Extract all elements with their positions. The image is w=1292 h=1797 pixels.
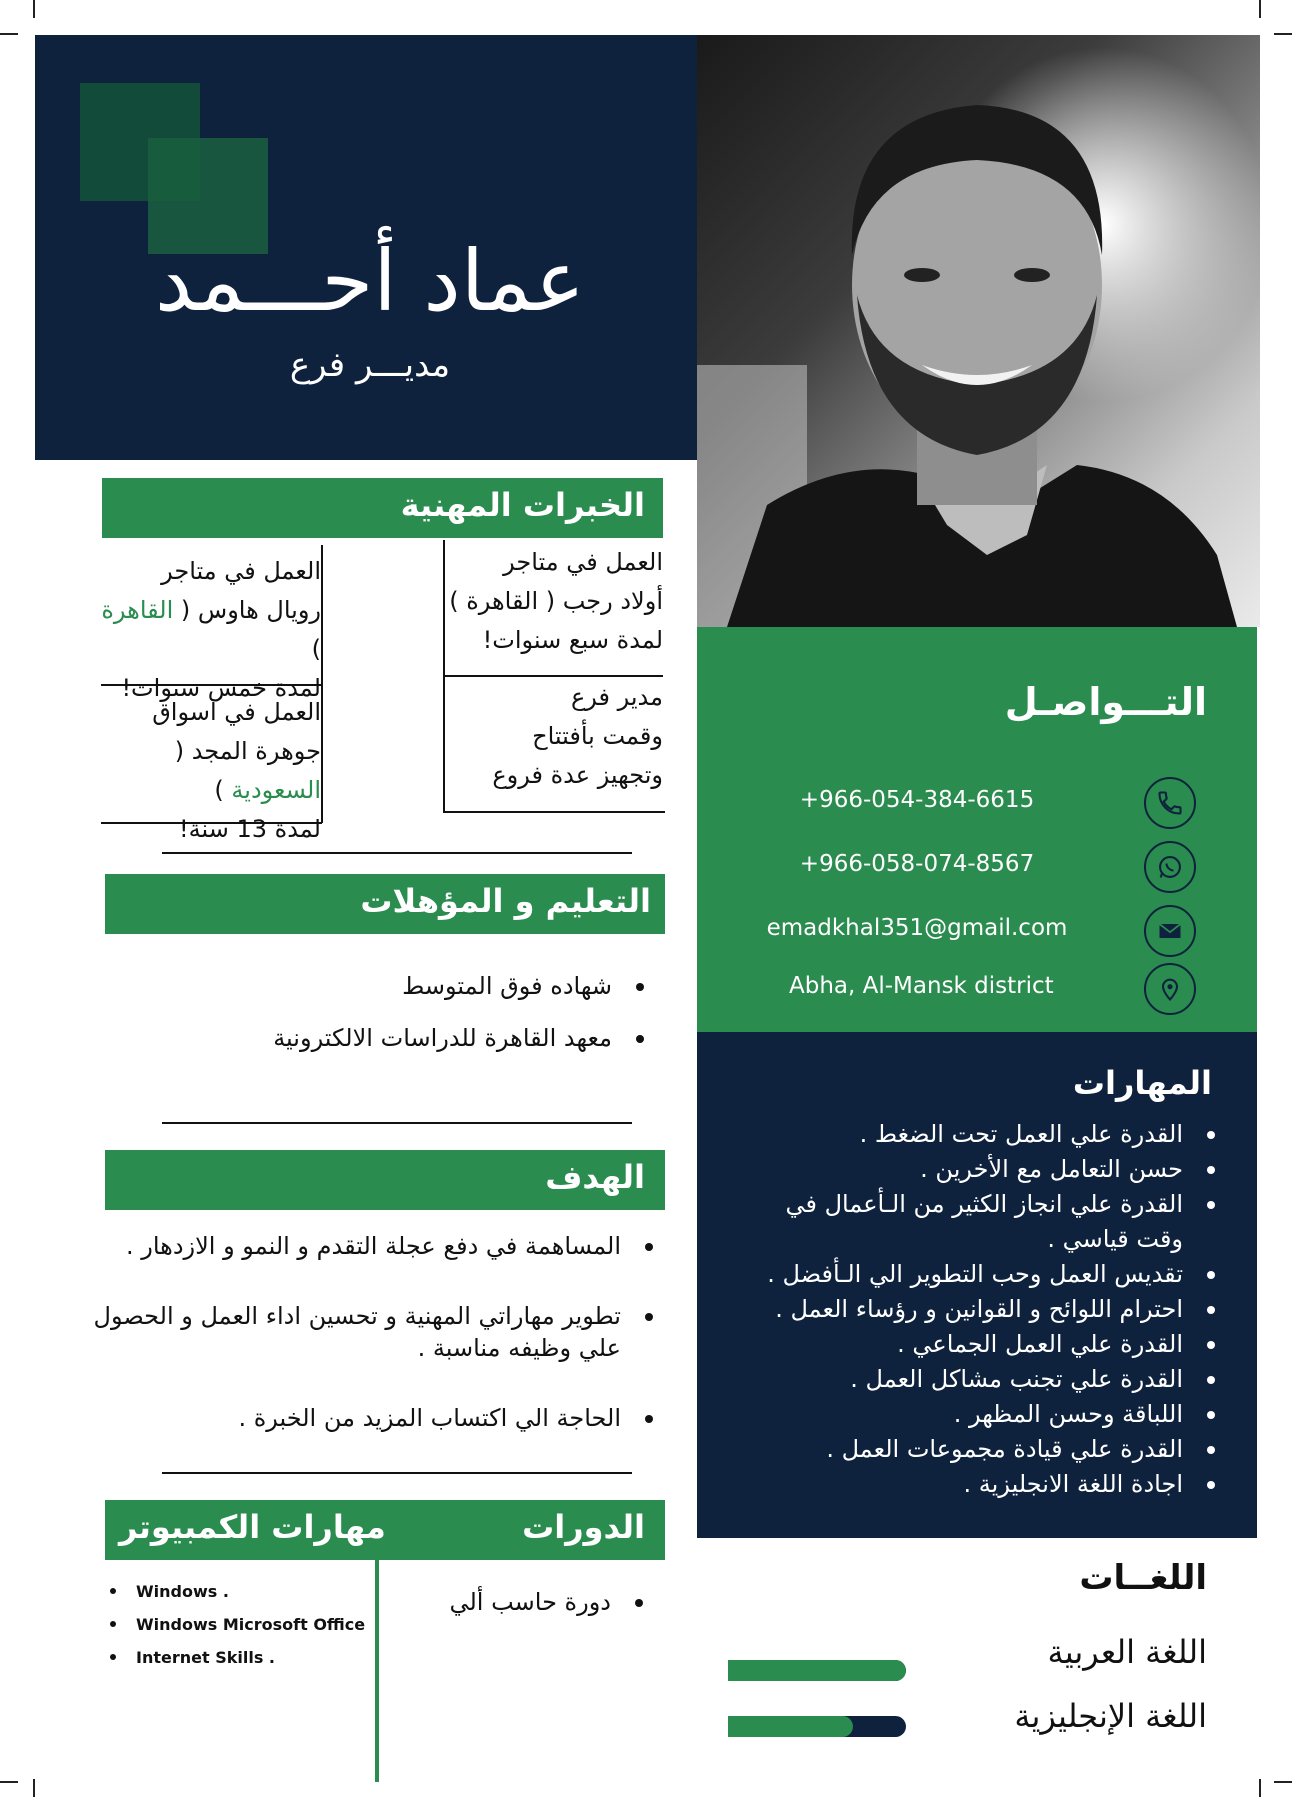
objective-item: الحاجة الي اكتساب المزيد من الخبرة . xyxy=(79,1402,659,1434)
crop-mark xyxy=(1259,1779,1261,1797)
education-item: معهد القاهرة للدراسات الالكترونية xyxy=(50,1022,650,1054)
course-item: دورة حاسب ألي xyxy=(409,1586,649,1618)
crop-mark xyxy=(1274,1781,1292,1783)
language-arabic: اللغة العربية xyxy=(1047,1633,1207,1671)
experience-line: العمل في متاجر xyxy=(503,548,663,576)
objective-header xyxy=(105,1150,665,1210)
skills-panel xyxy=(697,1032,1257,1538)
experience-line: لمدة سبع سنوات! xyxy=(482,626,663,654)
crop-mark xyxy=(33,0,35,18)
crop-mark xyxy=(33,1779,35,1797)
section-separator xyxy=(162,1472,632,1474)
experience-line xyxy=(91,591,321,669)
job-title: مديـــر فرع xyxy=(289,345,451,385)
computer-skill-item: Windows Microsoft Office xyxy=(108,1608,365,1641)
experience-line: وقمت بأفتتاح xyxy=(532,722,663,750)
contact-location-row xyxy=(697,963,1257,1013)
objective-title: الهدف xyxy=(545,1158,645,1196)
section-separator xyxy=(162,852,632,854)
section-separator xyxy=(162,1122,632,1124)
crop-mark xyxy=(1274,33,1292,35)
skill-item: القدرة علي قيادة مجموعات العمل . xyxy=(697,1432,1217,1467)
contact-whatsapp-row xyxy=(697,841,1257,891)
contact-email-row xyxy=(697,905,1257,955)
computer-skill-item: Internet Skills . xyxy=(108,1641,365,1674)
experience-entry xyxy=(443,543,663,660)
language-english: اللغة الإنجليزية xyxy=(1014,1697,1207,1735)
email-icon xyxy=(1144,905,1196,957)
computer-skills-title: مهارات الكمبيوتر xyxy=(119,1508,386,1546)
experience-store: رويال هاوس ( xyxy=(180,596,321,624)
experience-line: العمل في متاجر xyxy=(161,557,321,585)
language-arabic-level-bar xyxy=(728,1660,906,1681)
experience-line: لمدة خمس سنوات! xyxy=(121,674,321,702)
contact-panel xyxy=(697,627,1257,1032)
experience-entry xyxy=(443,678,663,795)
skills-list xyxy=(697,1117,1217,1502)
courses-title: الدورات xyxy=(522,1508,645,1546)
computer-skills-list xyxy=(108,1575,365,1674)
language-level-fill xyxy=(728,1660,906,1681)
location-text: Abha, Al-Mansk district xyxy=(789,973,1054,999)
skill-item: اجادة اللغة الانجليزية . xyxy=(697,1467,1217,1502)
crop-mark xyxy=(0,1781,18,1783)
experience-city: السعودية xyxy=(231,776,321,804)
skills-title: المهارات xyxy=(1072,1064,1212,1102)
skill-item: القدرة علي انجاز الكثير من الـأعمال في xyxy=(697,1187,1217,1222)
skill-item: تقديس العمل وحب التطوير الي الـأفضل . xyxy=(697,1257,1217,1292)
contact-title: التـــواصـل xyxy=(1004,680,1207,724)
education-list xyxy=(50,970,650,1054)
paren: ) xyxy=(214,776,224,804)
whatsapp-icon xyxy=(1144,841,1196,893)
experience-header xyxy=(102,478,663,538)
language-level-fill xyxy=(728,1716,853,1737)
objective-item: تطوير مهاراتي المهنية و تحسين اداء العمل و الحصول علي وظيفه مناسبة . xyxy=(79,1300,659,1364)
experience-entry xyxy=(91,693,321,849)
experience-store: جوهرة المجد ( xyxy=(174,737,321,765)
experience-line: أولاد رجب ( القاهرة ) xyxy=(449,587,663,615)
person-name: عماد أحـــمد xyxy=(154,232,586,330)
computer-skill-item: Windows . xyxy=(108,1575,365,1608)
experience-entry xyxy=(91,552,321,708)
column-divider xyxy=(375,1560,379,1782)
courses-computer-header xyxy=(105,1500,665,1560)
experience-line: مدير فرع xyxy=(570,683,663,711)
profile-photo xyxy=(697,35,1260,627)
whatsapp-number[interactable]: +966-058-074-8567 xyxy=(799,851,1035,877)
skill-item: القدرة علي العمل الجماعي . xyxy=(697,1327,1217,1362)
divider xyxy=(443,675,663,677)
experience-title: الخبرات المهنية xyxy=(400,486,645,524)
paren: ) xyxy=(311,635,321,663)
objective-item: المساهمة في دفع عجلة التقدم و النمو و الازدهار . xyxy=(79,1230,659,1262)
languages-title: اللغــات xyxy=(1079,1558,1207,1598)
skill-item: حسن التعامل مع الأخرين . xyxy=(697,1152,1217,1187)
experience-line: لمدة 13 سنة! xyxy=(178,815,321,843)
skill-item: اللباقة وحسن المظهر . xyxy=(697,1397,1217,1432)
crop-mark xyxy=(1259,0,1261,18)
phone-icon xyxy=(1144,777,1196,829)
skill-item-continued: وقت قياسي . xyxy=(1047,1225,1183,1253)
skill-item: القدرة علي العمل تحت الضغط . xyxy=(697,1117,1217,1152)
divider xyxy=(443,811,665,813)
courses-list xyxy=(409,1586,649,1618)
objective-list xyxy=(79,1230,659,1434)
education-item: شهاده فوق المتوسط xyxy=(50,970,650,1002)
email-address[interactable]: emadkhal351@gmail.com xyxy=(766,915,1068,941)
experience-line: العمل في اسواق xyxy=(152,698,321,726)
education-header xyxy=(105,874,665,934)
experience-line: وتجهيز عدة فروع xyxy=(492,761,663,789)
location-pin-icon xyxy=(1144,963,1196,1015)
crop-mark xyxy=(0,33,18,35)
language-english-level-bar xyxy=(728,1716,906,1737)
phone-number[interactable]: +966-054-384-6615 xyxy=(799,787,1035,813)
skill-item: احترام اللوائح و القوانين و رؤساء العمل . xyxy=(697,1292,1217,1327)
education-title: التعليم و المؤهلات xyxy=(360,882,651,920)
contact-phone-row xyxy=(697,777,1257,827)
experience-city: القاهرة xyxy=(101,596,174,624)
skill-item: القدرة علي تجنب مشاكل العمل . xyxy=(697,1362,1217,1397)
experience-line xyxy=(91,732,321,810)
